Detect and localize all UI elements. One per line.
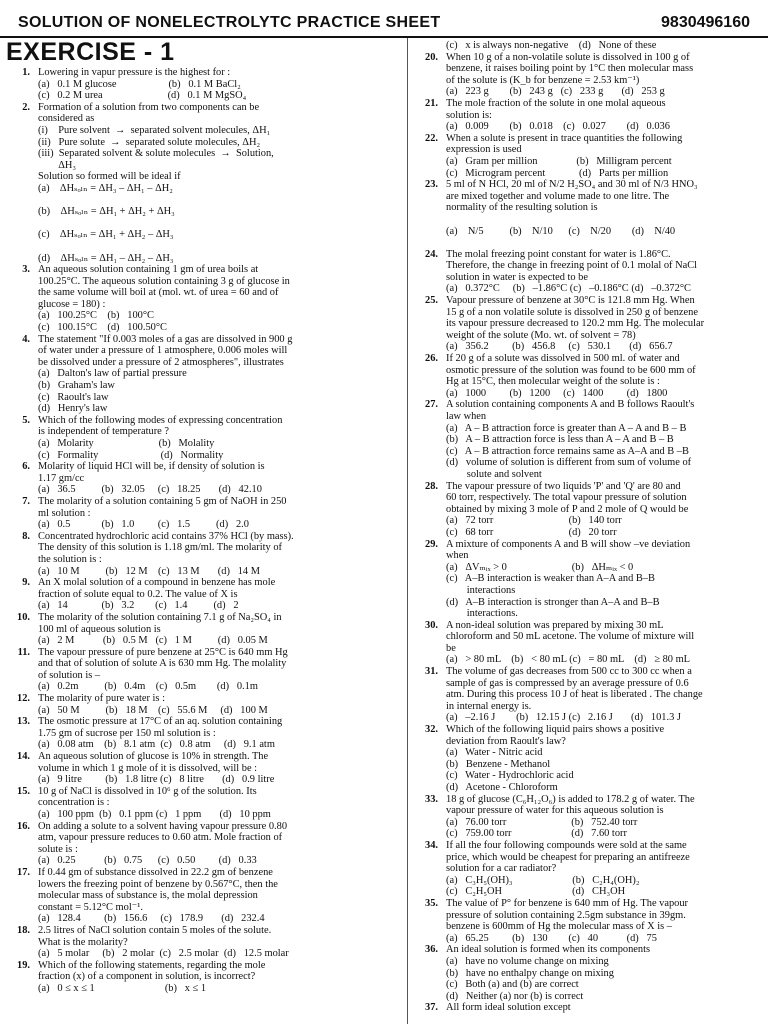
question-number: 22. [425, 132, 438, 144]
question-line: vapour pressure of water for this aqueous solution is [446, 805, 664, 817]
question-line: is independent of temperature ? [38, 426, 169, 438]
question-line: (a) 0 ≤ x ≤ 1 (b) x ≤ 1 [38, 982, 207, 994]
question-line: (a) 36.5 (b) 32.05 (c) 18.25 (d) 42.10 [38, 484, 262, 496]
question-number: 1. [22, 67, 30, 78]
question-item [412, 620, 764, 666]
question-line: Solution so formed will be ideal if [38, 171, 181, 183]
question-text: 2.5 litres of NaCl solution contain 5 moles of the solute. [38, 924, 272, 936]
question-number: 2. [22, 101, 30, 113]
left-question-list [6, 67, 404, 995]
question-line: (a) 100.25°C (b) 100°C [38, 310, 154, 322]
question-line: (a) 1000 (b) 1200 (c) 1400 (d) 1800 [446, 387, 668, 399]
question-text: Which of the following statements, regarding the mole [38, 959, 266, 971]
question-item [412, 666, 764, 724]
question-item [6, 925, 404, 960]
question-item [6, 867, 404, 925]
question-text: An aqueous solution of glucose is 10% in strength. The [38, 751, 269, 763]
question-line: (a) 14 (b) 3.2 (c) 1.4 (d) 2 [38, 600, 239, 612]
question-number [412, 40, 446, 52]
question-text: When 10 g of a non-volatile solute is dissolved in 100 g of [446, 51, 690, 63]
question-text: If all the four following compounds were sold at the same [446, 839, 687, 851]
question-text: The volume of gas decreases from 500 cc to 300 cc when a [446, 666, 692, 678]
question-item [412, 794, 764, 840]
question-line: (a) 76.00 torr (b) 752.40 torr [446, 816, 638, 828]
question-item [412, 179, 764, 249]
question-text: A solution containing components A and B follows Raoult's [446, 399, 695, 411]
question-line: (a) Water - Nitric acid [446, 747, 543, 759]
question-line: (a) 0.2m (b) 0.4m (c) 0.5m (d) 0.1m [38, 681, 258, 693]
question-line: 15 g of a non volatile solute is dissolved in 250 g of benzene [446, 306, 698, 318]
question-line: of solution is – [38, 669, 101, 681]
question-line: fraction (x) of a component in solution, is incorrect? [38, 971, 256, 983]
question-text: A mixture of components A and B will show –ve deviation [446, 538, 691, 550]
question-line: (b) A – B attraction force is less than A – A and B – B [446, 434, 674, 446]
question-line: its vapour pressure decreased to 120.2 mm Hg. The molecular [446, 318, 705, 330]
question-line: (a) 50 M (b) 18 M (c) 55.6 M (d) 100 M [38, 704, 268, 716]
question-number: 3. [22, 264, 30, 276]
question-number: 33. [425, 793, 438, 805]
question-item [412, 399, 764, 480]
question-line: Therefore, the change in freezing point of 0.1 molal of NaCl [446, 260, 698, 272]
question-line: be [446, 642, 456, 654]
question-line: (a) 223 g (b) 243 g (c) 233 g (d) 253 g [446, 86, 665, 98]
question-line [38, 241, 404, 253]
question-line: (d) volume of solution is different from sum of volume of [446, 457, 692, 469]
question-number: 8. [22, 530, 30, 542]
question-line: solute and solvent [446, 468, 542, 480]
question-item [6, 693, 404, 716]
question-line: (d) Henry's law [38, 403, 108, 415]
question-line: (a) 5 molar (b) 2 molar (c) 2.5 molar (d) 12.5 molar [38, 948, 289, 960]
question-line: What is the molarity? [38, 936, 128, 948]
question-number: 12. [17, 693, 30, 705]
question-text: Molarity of liquid HCl will be, if density of solution is [38, 461, 265, 473]
question-text: The value of P° for benzene is 640 mm of Hg. The vapour [446, 897, 689, 909]
question-item [412, 898, 764, 944]
question-number: 17. [17, 866, 30, 878]
question-item [412, 840, 764, 898]
question-text: 5 ml of N HCl, 20 ml of N/2 H₂SO₄ and 30 ml of N/3 HNO₃ [446, 179, 698, 191]
exercise-heading: EXERCISE - 1 [6, 38, 175, 66]
question-number: 10. [17, 611, 30, 623]
question-line: the same volume will boil at (mol. wt. of urea = 60 and of [38, 287, 279, 299]
question-number: 9. [22, 577, 30, 589]
question-number: 20. [425, 51, 438, 63]
question-item [412, 353, 764, 399]
question-line: (a) ΔVₘᵢₓ > 0 (b) ΔHₘᵢₓ < 0 [446, 561, 634, 573]
question-line: 100 ml of aqueous solution is [38, 623, 161, 635]
question-item [6, 67, 404, 102]
question-item [412, 481, 764, 539]
question-number: 7. [22, 495, 30, 507]
question-line: be dissolved under a pressure of 2 atmospheres", illustrates [38, 356, 284, 368]
question-line: (c) Microgram percent (d) Parts per million [446, 167, 669, 179]
question-item [412, 133, 764, 179]
question-line: (ii) Pure solute → separated solute molecules, ΔH₂ [38, 136, 261, 148]
question-line: lowers the freezing point of benzene by 0.567°C, then the [38, 878, 278, 890]
question-line: expression is used [446, 144, 522, 156]
question-line: price, which would be cheapest for preparing an antifreeze [446, 851, 690, 863]
question-line: (i) Pure solvent → separated solvent molecules, ΔH₁ [38, 124, 271, 136]
question-line: solute is : [38, 843, 78, 855]
left-column [6, 38, 404, 995]
question-number: 13. [17, 716, 30, 728]
question-number: 25. [425, 295, 438, 307]
question-line: interactions. [446, 608, 518, 620]
question-line: (a) 356.2 (b) 456.8 (c) 530.1 (d) 656.7 [446, 341, 673, 353]
question-line: (d) Neither (a) nor (b) is correct [446, 990, 584, 1002]
question-item [412, 1002, 764, 1014]
question-text: When a solute is present in trace quantities the following [446, 132, 683, 144]
question-line: solution in water is expected to be [446, 271, 588, 283]
question-text: The mole fraction of the solute in one molal aqueous [446, 97, 666, 109]
question-line: normality of the resulting solution is [446, 202, 598, 214]
question-line: (a) Dalton's law of partial pressure [38, 368, 187, 380]
question-line: (c) A – B attraction force remains same as A–A and B –B [446, 445, 689, 457]
sheet-title: SOLUTION OF NONELECTROLYTC PRACTICE SHEET [18, 14, 441, 31]
question-line: (c) Formality (d) Normality [38, 449, 224, 461]
question-number: 16. [17, 820, 30, 832]
question-line: (b) Graham's law [38, 380, 115, 392]
question-text: On adding a solute to a solvent having vapour pressure 0.80 [38, 820, 288, 832]
question-line: solution is: [446, 109, 492, 121]
question-line: (a) 0.08 atm (b) 8.1 atm (c) 0.8 atm (d) 9.1 atm [38, 739, 275, 751]
question-item [6, 960, 404, 995]
question-item [6, 461, 404, 496]
question-text: 18 g of glucose (C₆H₁₂O₆) is added to 178.2 g of water. The [446, 793, 695, 805]
question-line: volume in which 1 g mole of it is dissolved, will be : [38, 762, 258, 774]
question-line: (c) Both (a) and (b) are correct [446, 979, 579, 991]
question-text: A non-ideal solution was prepared by mixing 30 mL [446, 619, 664, 631]
question-line: (b) ΔHₛₒₗₙ = ΔH₁ + ΔH₂ + ΔH₃ [38, 206, 175, 218]
question-number: 5. [22, 414, 30, 426]
question-line: (a) –2.16 J (b) 12.15 J (c) 2.16 J (d) 101.3 J [446, 712, 681, 724]
question-number: 21. [425, 97, 438, 109]
question-line: (a) 128.4 (b) 156.6 (c) 178.9 (d) 232.4 [38, 913, 265, 925]
question-line: osmotic pressure of the solution was found to be 600 mm of [446, 364, 696, 376]
question-line: in internal energy is. [446, 700, 532, 712]
question-line: (a) 0.5 (b) 1.0 (c) 1.5 (d) 2.0 [38, 519, 249, 531]
question-text: All form ideal solution except [446, 1002, 571, 1014]
question-text: The vapour pressure of two liquids 'P' and 'Q' are 80 and [446, 480, 681, 492]
question-line: (c) 68 torr (d) 20 torr [446, 526, 617, 538]
question-line: (c) Raoult's law [38, 391, 109, 403]
question-line: benzene, it raises boiling point by 1°C then molecular mass [446, 63, 694, 75]
question-line: ml solution : [38, 507, 91, 519]
question-text: An X molal solution of a compound in benzene has mole [38, 577, 276, 589]
question-line: atm, vapour pressure reduces to 0.60 atm. Mole fraction of [38, 832, 283, 844]
question-line: (a) 65.25 (b) 130 (c) 40 (d) 75 [446, 932, 657, 944]
question-item [6, 647, 404, 693]
question-line [446, 214, 764, 226]
question-line: (a) 2 M (b) 0.5 M (c) 1 M (d) 0.05 M [38, 635, 268, 647]
question-number: 11. [17, 646, 30, 658]
question-text: The statement "If 0.003 moles of a gas are dissolved in 900 g [38, 333, 293, 345]
question-number: 29. [425, 538, 438, 550]
question-item [412, 40, 764, 52]
question-line: benzene is 600mm of Hg the molecular mass of X is – [446, 921, 672, 933]
question-line: (a) 9 litre (b) 1.8 litre (c) 8 litre (d) 0.9 litre [38, 774, 275, 786]
question-item [6, 334, 404, 415]
question-item [412, 944, 764, 1002]
right-question-list [412, 40, 764, 1014]
question-line: 1.75 gm of sucrose per 150 ml solution is : [38, 727, 216, 739]
question-line: obtained by mixing 3 mole of P and 2 mole of Q would be [446, 503, 689, 515]
question-number: 24. [425, 248, 438, 260]
question-number: 37. [425, 1002, 438, 1014]
question-line [446, 237, 764, 249]
question-line: 60 torr, respectively. The total vapour pressure of solution [446, 492, 687, 504]
question-line [38, 218, 404, 230]
question-text: The osmotic pressure at 17°C of an aq. solution containing [38, 716, 283, 728]
question-number: 18. [17, 924, 30, 936]
question-line: are mixed together and volume made to one litre. The [446, 190, 670, 202]
question-line: (d) ΔHₛₒₗₙ = ΔH₁ – ΔH₂ – ΔH₃ [38, 252, 174, 264]
question-item [412, 724, 764, 794]
question-text: Which of the following liquid pairs shows a positive [446, 724, 665, 736]
question-line: sample of gas is compressed by an average pressure of 0.6 [446, 677, 689, 689]
question-line: molecular mass of substance is, the molal depression [38, 890, 258, 902]
question-text: If 20 g of a solute was dissolved in 500 ml. of water and [446, 353, 680, 365]
question-line: The density of this solution is 1.18 gm/ml. The molarity of [38, 542, 282, 554]
question-item [6, 786, 404, 821]
question-number: 4. [22, 333, 30, 345]
question-line: (a) Molarity (b) Molality [38, 438, 215, 449]
question-line: (c) 0.2 M urea (d) 0.1 M MgSO₄ [38, 90, 247, 102]
question-text: Formation of a solution from two components can be [38, 101, 260, 113]
question-line: (c) ΔHₛₒₗₙ = ΔH₁ + ΔH₂ – ΔH₃ [38, 229, 174, 241]
question-text: An ideal solution is formed when its components [446, 944, 651, 956]
question-line: atm. During this process 10 J of heat is liberated . The change [446, 689, 703, 701]
phone-number: 9830496160 [661, 14, 750, 31]
question-number: 32. [425, 724, 438, 736]
question-item [6, 496, 404, 531]
question-line: (a) N/5 (b) N/10 (c) N/20 (d) N/40 [446, 225, 676, 237]
question-item [6, 751, 404, 786]
question-number: 31. [425, 666, 438, 678]
question-item [6, 577, 404, 612]
question-number: 23. [425, 179, 438, 191]
question-line: of the solute is (K_b for benzene = 2.53 km⁻¹) [446, 74, 640, 86]
question-item [412, 539, 764, 620]
question-number: 34. [425, 839, 438, 851]
question-number: 27. [425, 399, 438, 411]
question-text: Vapour pressure of benzene at 30°C is 121.8 mm Hg. When [446, 295, 695, 307]
question-text: Lowering in vapur pressure is the highest for : [38, 67, 231, 78]
question-line: (a) 72 torr (b) 140 torr [446, 515, 622, 527]
question-line: law when [446, 411, 487, 422]
question-line: interactions [446, 584, 516, 596]
question-line: (a) 10 M (b) 12 M (c) 13 M (d) 14 M [38, 565, 260, 577]
question-line: (d) A–B interaction is stronger than A–A and B–B [446, 596, 660, 608]
question-line: (a) > 80 mL (b) < 80 mL (c) = 80 mL (d) ≥ 80 mL [446, 654, 691, 666]
question-number: 19. [17, 959, 30, 971]
question-line: (b) Benzene - Methanol [446, 758, 551, 770]
question-line: (a) have no volume change on mixing [446, 955, 609, 967]
question-item [412, 249, 764, 295]
question-line: considered as [38, 113, 95, 125]
question-line: (c) C₂H₅OH (d) CH₃OH [446, 886, 626, 898]
question-item [6, 716, 404, 751]
question-line: the solution is : [38, 553, 102, 565]
page-header [8, 14, 760, 36]
question-line: (a) Gram per million (b) Milligram percent [446, 155, 672, 167]
question-line: deviation from Raoult's law? [446, 735, 566, 747]
question-line: (a) 0.25 (b) 0.75 (c) 0.50 (d) 0.33 [38, 855, 257, 867]
question-line: (a) 0.1 M glucose (b) 0.1 M BaCl₂ [38, 78, 241, 90]
question-line: (a) C₃H₅(OH)₃ (b) C₂H₄(OH)₂ [446, 874, 640, 886]
question-line: Hg at 15°C, then molecular weight of the solute is : [446, 376, 660, 388]
question-number: 26. [425, 353, 438, 365]
question-line: constant = 5.12°C mol⁻¹. [38, 901, 143, 913]
question-number: 30. [425, 619, 438, 631]
question-line: (a) 100 ppm (b) 0.1 ppm (c) 1 ppm (d) 10 ppm [38, 809, 271, 820]
question-line: glucose = 180) : [38, 298, 106, 310]
question-number: 6. [22, 461, 30, 473]
question-item [6, 102, 404, 264]
question-text: The vapour pressure of pure benzene at 25°C is 640 mm Hg [38, 646, 288, 658]
question-number: 15. [17, 785, 30, 797]
question-line: (a) ΔHₛₒₗₙ = ΔH₃ – ΔH₁ – ΔH₂ [38, 182, 173, 194]
question-line: (c) 100.15°C (d) 100.50°C [38, 322, 167, 334]
question-text: An aqueous solution containing 1 gm of urea boils at [38, 264, 259, 276]
question-text: Which of the following modes of expressing concentration [38, 414, 283, 426]
question-number: 28. [425, 480, 438, 492]
question-line: of water under a pressure of 1 atmosphere, 0.006 moles will [38, 345, 288, 357]
question-line: concentration is : [38, 797, 110, 809]
question-item [6, 264, 404, 334]
question-number: 14. [17, 751, 30, 763]
question-line [38, 195, 404, 207]
question-line: (c) A–B interaction is weaker than A–A and B–B [446, 573, 655, 585]
question-line: (a) 0.372°C (b) –1.86°C (c) –0.186°C (d) –0.372°C [446, 283, 691, 295]
question-line: solution for a car radiator? [446, 863, 557, 875]
question-line: when [446, 550, 469, 562]
question-text: (c) x is always non-negative (d) None of these [446, 40, 657, 51]
question-line: 100.25°C. The aqueous solution containing 3 g of glucose in [38, 275, 290, 287]
question-item [412, 295, 764, 353]
question-line: (c) Water - Hydrochloric acid [446, 770, 574, 782]
question-number: 35. [425, 897, 438, 909]
question-line: (a) 0.009 (b) 0.018 (c) 0.027 (d) 0.036 [446, 121, 670, 133]
question-text: Concentrated hydrochloric acid contains 37% HCl (by mass). [38, 530, 294, 542]
question-text: The molarity of pure water is : [38, 693, 165, 705]
question-text: The molarity of a solution containing 5 gm of NaOH in 250 [38, 495, 287, 507]
question-item [6, 821, 404, 867]
question-line: and that of solution of solute A is 630 mm Hg. The molality [38, 658, 287, 670]
question-line: chloroform and 50 mL acetone. The volume of mixture will [446, 631, 695, 643]
question-line: (c) 759.00 torr (d) 7.60 torr [446, 828, 627, 840]
question-item [412, 52, 764, 98]
question-item [6, 415, 404, 461]
question-text: If 0.44 gm of substance dissolved in 22.2 gm of benzene [38, 866, 273, 878]
column-divider [407, 38, 408, 1024]
question-line: (a) A – B attraction force is greater than A – A and B – B [446, 422, 687, 434]
question-line: pressure of solution containing 2.5gm substance in 39gm. [446, 909, 686, 921]
question-line: 1.17 gm/cc [38, 472, 85, 484]
question-line: fraction of solute equal to 0.2. The value of X is [38, 588, 238, 600]
question-line: (b) have no enthalpy change on mixing [446, 967, 614, 979]
right-column [412, 40, 764, 1014]
question-text: The molarity of the solution containing 7.1 g of Na₂SO₄ in [38, 611, 282, 623]
question-number: 36. [425, 944, 438, 956]
question-item [6, 612, 404, 647]
question-text: 10 g of NaCl is dissolved in 10⁶ g of the solution. Its [38, 785, 257, 797]
question-text: The molal freezing point constant for water is 1.86°C. [446, 248, 671, 260]
question-item [6, 531, 404, 577]
question-line: (d) Acetone - Chloroform [446, 782, 558, 793]
question-line: ΔH₃ [38, 159, 77, 171]
question-line: (iii) Separated solvent & solute molecules → Solution, [38, 148, 274, 160]
question-line: weight of the solute (Mo. wt. of solvent = 78) [446, 329, 636, 341]
question-item [412, 98, 764, 133]
